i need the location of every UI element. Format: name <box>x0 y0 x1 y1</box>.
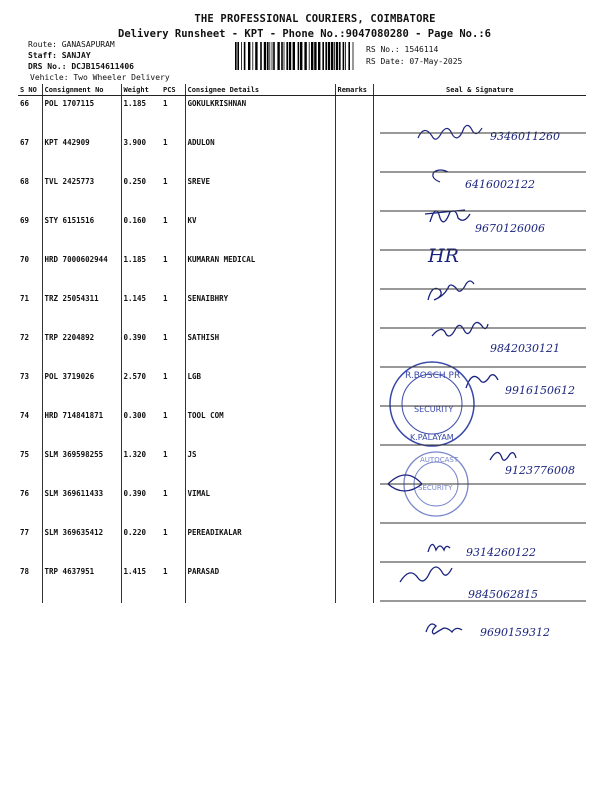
col-consignment: Consignment No <box>42 84 121 96</box>
consignee-cell: SREVE <box>185 174 335 213</box>
sno-cell: 69 <box>18 213 42 252</box>
weight-cell: 0.390 <box>123 489 147 498</box>
company-title: THE PROFESSIONAL COURIERS, COIMBATORE <box>194 13 436 25</box>
weight-cell: 0.220 <box>123 528 147 537</box>
drs-label: DRS No.: <box>28 62 67 71</box>
consignment-cell: SLM 369611433 <box>42 486 121 525</box>
consignment-cell: KPT 442909 <box>42 135 121 174</box>
table-row <box>18 408 586 447</box>
rs-date-line <box>366 57 462 66</box>
sno-cell: 77 <box>18 525 42 564</box>
consignment-cell: TVL 2425773 <box>42 174 121 213</box>
consignment-cell: TRP 2204892 <box>42 330 121 369</box>
pcs-cell: 1 <box>161 447 185 486</box>
sno-cell: 71 <box>18 291 42 330</box>
consignee-cell: SENAIBHRY <box>185 291 335 330</box>
remarks-cell <box>335 135 373 174</box>
stamp1-inner-text: SECURITY <box>414 405 454 414</box>
pcs-cell: 1 <box>161 486 185 525</box>
route-line <box>28 40 115 49</box>
sno-cell: 75 <box>18 447 42 486</box>
consignee-cell: LGB <box>185 369 335 408</box>
table-row <box>18 564 586 603</box>
pcs-cell: 1 <box>161 330 185 369</box>
vehicle-label: Vehicle: <box>30 73 69 82</box>
staff-value: SANJAY <box>61 51 91 60</box>
table-row <box>18 213 586 252</box>
pcs-cell: 1 <box>161 135 185 174</box>
consignment-cell: HRD 7000602944 <box>42 252 121 291</box>
consignee-cell: TOOL COM <box>185 408 335 447</box>
consignee-cell: PEREADIKALAR <box>185 525 335 564</box>
remarks-cell <box>335 213 373 252</box>
runsheet-table <box>18 84 586 603</box>
remarks-cell <box>335 369 373 408</box>
sno-cell: 67 <box>18 135 42 174</box>
signature-cell <box>373 525 586 564</box>
col-weight: Weight <box>121 84 161 96</box>
staff-line <box>28 51 91 60</box>
vehicle-line <box>30 73 170 82</box>
consignee-cell: KV <box>185 213 335 252</box>
phone-73: 9916150612 <box>505 384 575 397</box>
table-row <box>18 252 586 291</box>
signature-cell <box>373 213 586 252</box>
remarks-cell <box>335 525 373 564</box>
sno-cell: 72 <box>18 330 42 369</box>
drs-value: DCJB154611406 <box>71 62 134 71</box>
table-row <box>18 486 586 525</box>
signature-cell <box>373 96 586 136</box>
signature-cell <box>373 486 586 525</box>
weight-cell: 1.185 <box>123 255 147 264</box>
consignment-cell: STY 6151516 <box>42 213 121 252</box>
col-sno: S NO <box>18 84 42 96</box>
signature-cell <box>373 369 586 408</box>
phone-66: 9346011260 <box>490 130 560 143</box>
weight-cell: 1.320 <box>123 450 147 459</box>
remarks-cell <box>335 252 373 291</box>
table-row <box>18 291 586 330</box>
vehicle-value: Two Wheeler Delivery <box>73 73 170 82</box>
staff-label: Staff: <box>28 51 57 60</box>
route-value: GANASAPURAM <box>61 40 115 49</box>
table-row <box>18 369 586 408</box>
rs-no-label: RS No.: <box>366 45 400 54</box>
signature-cell <box>373 291 586 330</box>
remarks-cell <box>335 174 373 213</box>
sno-cell: 70 <box>18 252 42 291</box>
col-pcs: PCS <box>161 84 185 96</box>
rs-date-label: RS Date: <box>366 57 405 66</box>
table-header-row <box>18 84 586 96</box>
pcs-cell: 1 <box>161 96 185 136</box>
phone-75: 9123776008 <box>505 464 575 477</box>
weight-cell: 0.390 <box>123 333 147 342</box>
consignment-cell: POL 1707115 <box>42 96 121 136</box>
stamp1-top-text: R.BOSCH PR <box>405 371 461 381</box>
consignment-cell: SLM 369598255 <box>42 447 121 486</box>
consignment-cell: TRZ 25054311 <box>42 291 121 330</box>
weight-cell: 0.250 <box>123 177 147 186</box>
sno-cell: 66 <box>18 96 42 136</box>
table-row <box>18 174 586 213</box>
signature-cell <box>373 135 586 174</box>
consignment-cell: SLM 369635412 <box>42 525 121 564</box>
weight-cell: 3.900 <box>123 138 147 147</box>
consignee-cell: GOKULKRISHNAN <box>185 96 335 136</box>
phone-78: 9690159312 <box>480 626 550 639</box>
phone-72: 9842030121 <box>490 342 560 355</box>
pcs-cell: 1 <box>161 291 185 330</box>
signature-cell <box>373 330 586 369</box>
stamp1-bottom-text: K.PALAYAM <box>410 433 454 442</box>
consignee-cell: PARASAD <box>185 564 335 603</box>
remarks-cell <box>335 408 373 447</box>
pcs-cell: 1 <box>161 252 185 291</box>
col-consignee: Consignee Details <box>185 84 335 96</box>
drs-line <box>28 62 134 71</box>
remarks-cell <box>335 486 373 525</box>
signature-cell <box>373 408 586 447</box>
consignment-cell: HRD 714841871 <box>42 408 121 447</box>
weight-cell: 1.185 <box>123 99 147 108</box>
rs-no-line <box>366 45 438 54</box>
signature-cell <box>373 447 586 486</box>
pcs-cell: 1 <box>161 564 185 603</box>
signature-70: HR <box>428 245 459 267</box>
pcs-cell: 1 <box>161 408 185 447</box>
consignee-cell: KUMARAN MEDICAL <box>185 252 335 291</box>
consignee-cell: SATHISH <box>185 330 335 369</box>
remarks-cell <box>335 96 373 136</box>
table-row <box>18 447 586 486</box>
col-signature: Seal & Signature <box>373 84 586 96</box>
consignee-cell: VIMAL <box>185 486 335 525</box>
rs-no-value: 1546114 <box>404 45 439 54</box>
route-label: Route: <box>28 40 57 49</box>
pcs-cell: 1 <box>161 525 185 564</box>
pcs-cell: 1 <box>161 174 185 213</box>
stamp2-top-text: AUTOCAST <box>420 456 459 464</box>
rs-date-value: 07-May-2025 <box>409 57 463 66</box>
table-row <box>18 525 586 564</box>
signature-cell <box>373 252 586 291</box>
runsheet-title: Delivery Runsheet - KPT - Phone No.:9047080280 - Page No.:6 <box>118 28 491 40</box>
sno-cell: 78 <box>18 564 42 603</box>
consignment-cell: POL 3719026 <box>42 369 121 408</box>
signature-cell <box>373 564 586 603</box>
weight-cell: 2.570 <box>123 372 147 381</box>
consignee-cell: ADULON <box>185 135 335 174</box>
table-row <box>18 330 586 369</box>
phone-77b: 9845062815 <box>468 588 538 601</box>
table-row <box>18 96 586 136</box>
barcode <box>235 42 355 70</box>
phone-69: 9670126006 <box>475 222 545 235</box>
remarks-cell <box>335 447 373 486</box>
sno-cell: 73 <box>18 369 42 408</box>
weight-cell: 1.145 <box>123 294 147 303</box>
consignee-cell: JS <box>185 447 335 486</box>
pcs-cell: 1 <box>161 213 185 252</box>
consignment-cell: TRP 4637951 <box>42 564 121 603</box>
remarks-cell <box>335 291 373 330</box>
col-remarks: Remarks <box>335 84 373 96</box>
weight-cell: 0.160 <box>123 216 147 225</box>
pcs-cell: 1 <box>161 369 185 408</box>
table-row <box>18 135 586 174</box>
remarks-cell <box>335 330 373 369</box>
sno-cell: 76 <box>18 486 42 525</box>
sno-cell: 74 <box>18 408 42 447</box>
stamp2-inner-text: SECURITY <box>418 484 453 492</box>
signature-78 <box>426 624 462 634</box>
phone-67: 6416002122 <box>465 178 535 191</box>
sno-cell: 68 <box>18 174 42 213</box>
remarks-cell <box>335 564 373 603</box>
phone-77: 9314260122 <box>466 546 536 559</box>
signature-cell <box>373 174 586 213</box>
weight-cell: 0.300 <box>123 411 147 420</box>
weight-cell: 1.415 <box>123 567 147 576</box>
